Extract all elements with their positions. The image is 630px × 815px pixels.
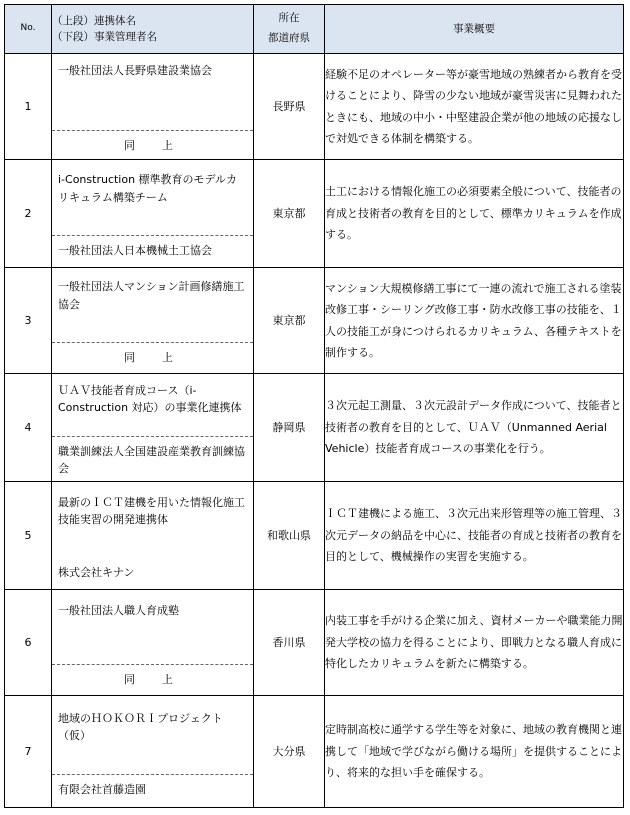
row-summary [325,54,624,160]
row-upper-name: i-Construction 標準教育のモデルカリキュラム構築チーム [58,173,238,204]
row-prefecture: 長野県 [254,54,325,160]
row-prefecture: 大分県 [254,696,325,808]
table-row [5,160,624,268]
header-pref-line2: 都道府県 [268,32,310,44]
row-upper-name: 地域のＨＯＫＯＲＩプロジェクト（仮） [58,711,223,742]
row-name-cell [52,590,254,696]
row-no: 5 [5,482,52,590]
row-no: 1 [5,54,52,160]
row-summary-text: 定時制高校に通学する学生等を対象に、地域の教育機関と連携して「地域で学びながら働ける場所」を提供することにより、将来的な担い手を確保する。 [325,723,622,780]
row-name-cell [52,374,254,482]
row-prefecture: 東京都 [254,268,325,374]
row-upper-name: 一般社団法人マンション計画修繕施工協会 [58,280,245,311]
row-summary-text: マンション大規模修繕工事にて一連の流れで施工される塗装改修工事・シーリング改修工事・防水改修工事の技能を、１人の技能工が身につけられるカリキュラム、各種テキストを制作する。 [325,281,622,359]
row-summary [325,374,624,482]
table-row [5,590,624,696]
row-lower-name: 職業訓練法人全国建設産業教育訓練協会 [52,436,253,481]
row-name-cell [52,482,254,590]
table-row [5,482,624,590]
header-no: No. [5,5,52,54]
row-prefecture: 静岡県 [254,374,325,482]
row-no: 3 [5,268,52,374]
row-prefecture: 東京都 [254,160,325,268]
row-prefecture: 香川県 [254,590,325,696]
header-prefecture [254,5,325,54]
row-summary-text: 土工における情報化施工の必須要素全般について、技能者の育成と技術者の教育を目的として、標準カリキュラムを作成する。 [325,185,622,242]
row-no: 4 [5,374,52,482]
row-name-cell [52,160,254,268]
row-lower-name: 同 上 [52,664,253,692]
row-upper-name: 一般社団法人職人育成塾 [58,603,179,617]
row-summary-text: ３次元起工測量、３次元設計データ作成について、技能者と技術者の教育を目的として、ＵＡＶ（Unmanned Aerial Vehicle）技能者育成コースの事業化を行う。 [325,399,622,456]
row-summary [325,482,624,590]
row-upper-name: 一般社団法人長野県建設業協会 [58,64,212,78]
project-table [4,4,624,808]
table-row [5,374,624,482]
row-summary [325,590,624,696]
table-header-row [5,5,624,54]
row-prefecture: 和歌山県 [254,482,325,590]
row-no: 6 [5,590,52,696]
row-lower-name: 一般社団法人日本機械土工協会 [52,235,253,263]
row-summary-text: 経験不足のオペレーター等が豪雪地域の熟練者から教育を受けることにより、降雪の少ない地域が豪雪災害に見舞われたときにも、地域の中小・中堅建設企業が他の地域の応援なしで対処できる体制を構築する。 [325,67,622,145]
table-row [5,696,624,808]
header-pref-line1: 所在 [278,12,300,25]
row-summary [325,696,624,808]
row-summary [325,160,624,268]
header-name-upper: （上段）連携体名 [52,14,136,27]
header-summary: 事業概要 [325,5,624,54]
row-lower-name: 株式会社キナン [58,566,135,580]
header-name-lower: （下段）事業管理者名 [52,31,157,43]
row-upper-name: 最新のＩＣＴ建機を用いた情報化施工技能実習の開発連携体 [58,496,245,527]
row-lower-name: 有限会社首藤造園 [52,774,253,802]
row-summary-text: 内装工事を手がける企業に加え、資材メーカーや職業能力開発大学校の協力を得ることにより、即戦力となる職人育成に特化したカリキュラムを新たに構築する。 [325,614,623,671]
header-name [52,5,254,54]
row-name-cell [52,696,254,808]
row-name-cell [52,54,254,160]
row-name-cell [52,268,254,374]
row-summary-text: ＩＣＴ建機による施工、３次元出来形管理等の施工管理、３次元データの納品を中心に、技能者の育成と技術者の教育を目的として、機械操作の実習を実施する。 [325,507,622,564]
row-lower-name: 同 上 [52,342,253,370]
table-row [5,268,624,374]
table-row [5,54,624,160]
row-no: 7 [5,696,52,808]
row-upper-name: ＵＡＶ技能者育成コース（i- Construction 対応）の事業化連携体 [58,384,242,415]
row-no: 2 [5,160,52,268]
row-lower-name: 同 上 [52,130,253,158]
row-summary [325,268,624,374]
